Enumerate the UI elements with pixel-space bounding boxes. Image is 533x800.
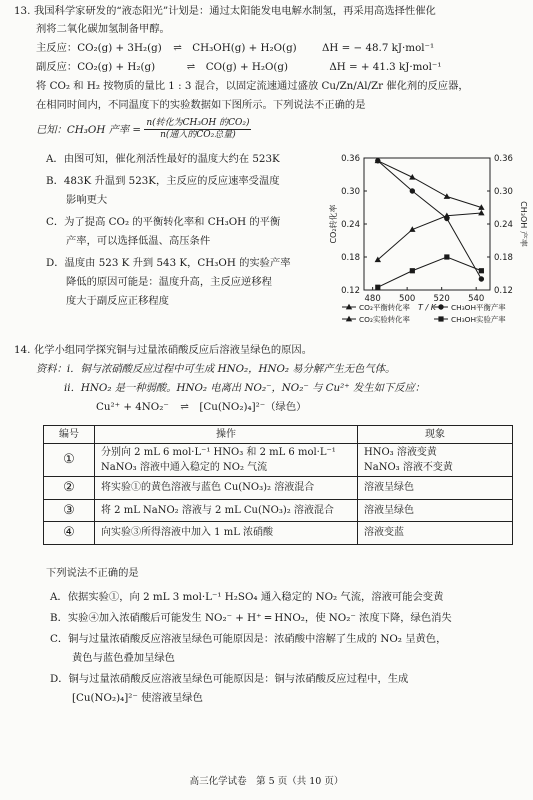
left-tick-label: 0.12 — [341, 286, 360, 296]
q14-number: 14. — [14, 344, 31, 356]
left-tick-label: 0.18 — [341, 253, 360, 263]
x-tick-label: 540 — [468, 294, 485, 304]
row-result — [358, 444, 513, 477]
x-axis-label: T / K — [418, 303, 436, 312]
row-operation: 将 2 mL NaNO₂ 溶液与 2 mL Cu(NO₃)₂ 溶液混合 — [95, 499, 358, 522]
series-point-2 — [479, 276, 484, 281]
q13-option-b-cont: 影响更大 — [66, 194, 108, 206]
q14-title: 化学小组同学探究铜与过量浓硝酸反应后溶液呈绿色的原因。 — [34, 344, 313, 356]
col-header-operation: 操作 — [95, 426, 358, 444]
right-tick-label: 0.12 — [494, 286, 513, 296]
x-tick-label: 480 — [364, 294, 381, 304]
row-id: ③ — [44, 499, 95, 522]
q14-option-b: B．实验④加入浓硝酸后可能发生 NO₂⁻ + H⁺ ═ HNO₂，使 NO₂⁻ 浓度下降，绿色消失 — [50, 612, 452, 624]
q13-option-c: C．为了提高 CO₂ 的平衡转化率和 CH₃OH 的平衡 — [46, 216, 281, 228]
col-header-id: 编号 — [44, 426, 95, 444]
legend-label: CO₂平衡转化率 — [359, 303, 410, 312]
q14-option-d-cont: [Cu(NO₂)₄]²⁻ 使溶液呈绿色 — [72, 692, 203, 704]
result-line: NaNO₃ 溶液不变黄 — [364, 462, 453, 473]
op-line: 分别向 2 mL 6 mol·L⁻¹ HNO₃ 和 2 mL 6 mol·L⁻¹ — [101, 447, 336, 458]
row-result: 溶液呈绿色 — [358, 477, 513, 500]
yield-fraction — [144, 118, 251, 142]
side-rxn-right: CO(g) + H₂O(g) — [205, 61, 289, 73]
main-rxn-left: CO₂(g) + 3H₂(g) — [77, 42, 162, 54]
series-point-4 — [410, 268, 415, 273]
side-rxn-label: 副反应： — [36, 61, 78, 73]
op-line: NaNO₃ 溶液中通入稳定的 NO₂ 气流 — [101, 462, 268, 473]
q13-option-c-cont: 产率，可以选择低温、高压条件 — [66, 235, 211, 247]
row-id: ① — [44, 444, 95, 477]
series-point-4 — [479, 268, 484, 273]
q14-question: 下列说法不正确的是 — [46, 567, 139, 579]
row-operation: 将实验①的黄色溶液与蓝色 Cu(NO₃)₂ 溶液混合 — [95, 477, 358, 500]
q13-text-line3: 将 CO₂ 和 H₂ 按物质的量比 1 : 3 混合，以固定流速通过盛放 Cu/Zn/Al/Zr 催化剂的反应器， — [36, 80, 469, 92]
right-tick-label: 0.30 — [494, 187, 513, 197]
series-point-3 — [478, 210, 484, 216]
info-rxn-left: Cu²⁺ + 4NO₂⁻ — [96, 401, 169, 413]
q13-option-d-cont2: 度大于副反应正移程度 — [66, 295, 169, 307]
series-line-4 — [378, 257, 482, 287]
row-result: 溶液呈绿色 — [358, 499, 513, 522]
q14-info-reaction — [96, 400, 306, 416]
series-line-2 — [378, 161, 482, 279]
series-point-1 — [444, 193, 450, 199]
table-header-row — [44, 426, 513, 444]
q13-number: 13. — [14, 5, 31, 17]
q13-option-d-cont1: 降低的原因可能是：温度升高，主反应逆移程 — [66, 276, 272, 288]
q13-known-formula — [36, 118, 251, 142]
equilibrium-arrow-icon: ⇌ — [180, 401, 188, 413]
legend-label: CH₃OH平衡产率 — [451, 303, 506, 312]
q14-info-ii: ii．HNO₂ 是一种弱酸。HNO₂ 电离出 NO₂⁻，NO₂⁻ 与 Cu²⁺ 发生如下反应： — [64, 382, 426, 394]
table-row — [44, 522, 513, 545]
legend-label: CO₂实验转化率 — [359, 315, 410, 324]
fraction-numerator: n(转化为CH₃OH 的CO₂) — [144, 118, 251, 130]
series-point-4 — [444, 254, 449, 259]
x-tick-label: 520 — [433, 294, 450, 304]
right-axis-label: CH₃OH 产率 — [519, 201, 528, 247]
main-rxn-dh: ΔH = − 48.7 kJ·mol⁻¹ — [321, 42, 435, 54]
left-axis-label: CO₂转化率 — [329, 204, 338, 244]
right-tick-label: 0.24 — [494, 220, 513, 230]
experiment-table — [43, 425, 513, 545]
info-rxn-right: [Cu(NO₂)₄]²⁻（绿色） — [199, 401, 307, 413]
side-rxn-dh: ΔH = + 41.3 kJ·mol⁻¹ — [329, 61, 442, 73]
q14-option-c: C．铜与过量浓硝酸反应溶液呈绿色可能原因是：浓硝酸中溶解了生成的 NO₂ 呈黄色， — [50, 633, 447, 645]
row-result: 溶液变蓝 — [358, 522, 513, 545]
col-header-result: 现象 — [358, 426, 513, 444]
series-point-2 — [410, 188, 415, 193]
legend-label: CH₃OH实验产率 — [451, 315, 506, 324]
main-rxn-right: CH₃OH(g) + H₂O(g) — [192, 42, 297, 54]
side-rxn-left: CO₂(g) + H₂(g) — [77, 61, 156, 73]
result-line: HNO₃ 溶液变黄 — [364, 447, 437, 458]
page-footer: 高三化学试卷 第 5 页（共 10 页） — [189, 776, 344, 787]
legend-swatch-marker — [438, 316, 443, 321]
q13-side-reaction — [36, 60, 441, 76]
q14-option-c-cont: 黄色与蓝色叠加呈绿色 — [72, 652, 175, 664]
main-rxn-label: 主反应： — [36, 42, 78, 54]
series-point-2 — [375, 158, 380, 163]
series-point-4 — [375, 285, 380, 290]
left-tick-label: 0.30 — [341, 187, 360, 197]
right-tick-label: 0.18 — [494, 253, 513, 263]
q13-option-b: B．483K 升温到 523K，主反应的反应速率受温度 — [46, 175, 280, 187]
row-operation — [95, 444, 358, 477]
q13-main-reaction — [36, 41, 434, 57]
table-row — [44, 444, 513, 477]
conversion-yield-chart — [322, 150, 532, 342]
x-tick-label: 500 — [399, 294, 416, 304]
q13-intro-line1: 我国科学家研发的“液态阳光”计划是：通过太阳能发电电解水制氢，再采用高选择性催化 — [34, 5, 436, 17]
left-tick-label: 0.36 — [341, 154, 360, 164]
left-tick-label: 0.24 — [341, 220, 360, 230]
q13-option-d: D．温度由 523 K 升到 543 K，CH₃OH 的实验产率 — [46, 257, 291, 269]
right-tick-label: 0.36 — [494, 154, 513, 164]
chart-svg — [322, 150, 532, 342]
equilibrium-arrow-icon: ⇌ — [186, 61, 195, 73]
q13-intro-line2: 剂将二氧化碳加氢制备甲醇。 — [36, 23, 170, 35]
q14-info-i: 资料：i．铜与浓硝酸反应过程中可生成 HNO₂，HNO₂ 易分解产生无色气体。 — [36, 363, 396, 375]
row-id: ④ — [44, 522, 95, 545]
table-row — [44, 499, 513, 522]
series-line-1 — [378, 161, 482, 208]
table-row — [44, 477, 513, 500]
fraction-denominator: n(通入的CO₂总量) — [160, 130, 236, 141]
q14-option-d: D．铜与过量浓硝酸反应溶液呈绿色可能原因是：铜与浓硝酸反应过程中，生成 — [50, 673, 409, 685]
q13-option-a: A．由图可知，催化剂活性最好的温度大约在 523K — [46, 153, 280, 165]
legend-swatch-marker — [438, 304, 443, 309]
series-point-1 — [409, 174, 415, 180]
row-operation: 向实验③所得溶液中加入 1 mL 浓硝酸 — [95, 522, 358, 545]
q14-option-a: A．依据实验①，向 2 mL 3 mol·L⁻¹ H₂SO₄ 通入稳定的 NO₂ 气流，溶液可能会变黄 — [50, 591, 444, 603]
equilibrium-arrow-icon: ⇌ — [173, 42, 181, 54]
row-id: ② — [44, 477, 95, 500]
known-label: 已知：CH₃OH 产率 = — [36, 123, 142, 136]
q13-text-line4: 在相同时间内，不同温度下的实验数据如下图所示。下列说法不正确的是 — [36, 99, 366, 111]
